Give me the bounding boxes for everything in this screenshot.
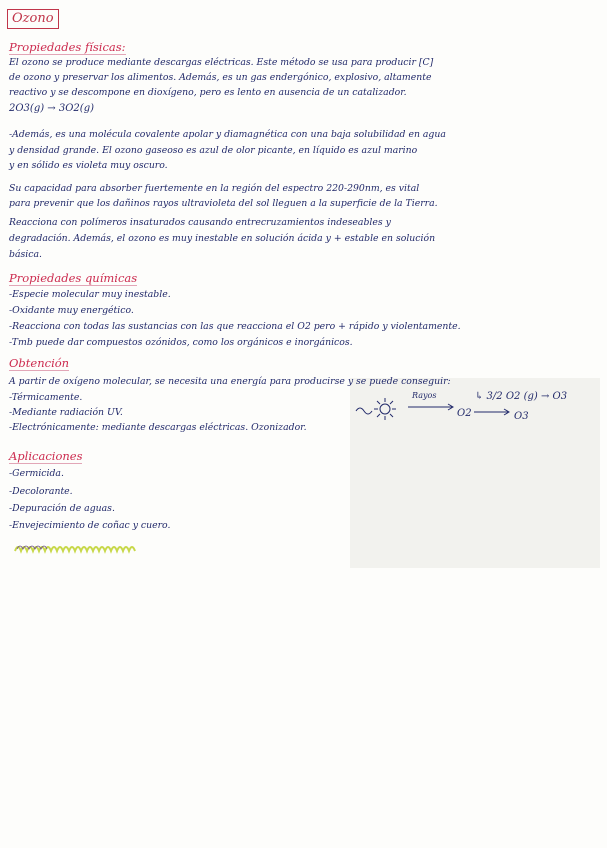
fisicas-line: básica. bbox=[9, 249, 42, 260]
sun-icon bbox=[374, 398, 396, 420]
decomposition-equation: 2O3(g) → 3O2(g) bbox=[9, 103, 94, 114]
aplicaciones-line: -Decolorante. bbox=[9, 486, 73, 497]
heading-aplicaciones bbox=[9, 449, 82, 463]
aplicaciones-line: -Germicida. bbox=[9, 468, 64, 479]
obtencion-line: -Mediante radiación UV. bbox=[9, 407, 123, 418]
heading-propiedades-fisicas-text: Propiedades físicas: bbox=[9, 40, 126, 54]
heading-propiedades-quimicas-text: Propiedades químicas bbox=[9, 271, 138, 285]
obtencion-line: -Térmicamente. bbox=[9, 392, 83, 403]
quimicas-line: -Reacciona con todas las sustancias con las que reacciona el O2 pero + rápido y violentamente. bbox=[9, 321, 461, 332]
decorative-scribble bbox=[13, 542, 138, 554]
fisicas-line: y densidad grande. El ozono gaseoso es azul de olor picante, en líquido es azul marino bbox=[9, 145, 418, 156]
aplicaciones-line: -Envejecimiento de coñac y cuero. bbox=[9, 520, 171, 531]
fisicas-line: -Además, es una molécula covalente apolar y diamagnética con una baja solubilidad en agua bbox=[9, 129, 446, 140]
o2-label: O2 bbox=[457, 408, 472, 419]
fisicas-line: y en sólido es violeta muy oscuro. bbox=[9, 160, 168, 171]
fisicas-line: El ozono se produce mediante descargas eléctricas. Este método se usa para producir [C] bbox=[9, 57, 434, 68]
heading-propiedades-fisicas bbox=[9, 40, 126, 54]
fisicas-line: para prevenir que los dañinos rayos ultravioleta del sol lleguen a la superficie de la Tierra. bbox=[9, 198, 438, 209]
rays-label: Rayos bbox=[412, 391, 437, 400]
heading-obtencion-text: Obtención bbox=[9, 356, 70, 370]
heading-aplicaciones-text: Aplicaciones bbox=[9, 449, 83, 463]
fisicas-line: reactivo y se descompone en dioxígeno, pero es lento en ausencia de un catalizador. bbox=[9, 87, 407, 98]
o3-label: O3 bbox=[514, 411, 529, 422]
quimicas-line: -Tmb puede dar compuestos ozónidos, como los orgánicos e inorgánicos. bbox=[9, 337, 353, 348]
page-title: Ozono bbox=[7, 9, 59, 29]
quimicas-line: -Especie molecular muy inestable. bbox=[9, 289, 171, 300]
quimicas-line: -Oxidante muy energético. bbox=[9, 305, 134, 316]
fisicas-line: Reacciona con polímeros insaturados causando entrecruzamientos indeseables y bbox=[9, 217, 391, 228]
obtencion-line: -Electrónicamente: mediante descargas eléctricas. Ozonizador. bbox=[9, 422, 307, 433]
obtencion-line: A partir de oxígeno molecular, se necesita una energía para producirse y se puede conseguir: bbox=[9, 376, 451, 387]
heading-propiedades-quimicas bbox=[9, 271, 137, 285]
ozone-diagram-svg bbox=[350, 378, 600, 568]
fisicas-line: Su capacidad para absorber fuertemente en la región del espectro 220-290nm, es vital bbox=[9, 183, 420, 194]
aplicaciones-line: -Depuración de aguas. bbox=[9, 503, 115, 514]
reaction-top: ↳ 3/2 O2 (g) → O3 bbox=[475, 391, 568, 402]
fisicas-line: de ozono y preservar los alimentos. Además, es un gas endergónico, explosivo, altamente bbox=[9, 72, 432, 83]
heading-obtencion bbox=[9, 356, 69, 370]
radiation-squiggle bbox=[356, 408, 372, 414]
ozone-diagram bbox=[350, 378, 600, 568]
fisicas-line: degradación. Además, el ozono es muy inestable en solución ácida y + estable en solución bbox=[9, 233, 436, 244]
